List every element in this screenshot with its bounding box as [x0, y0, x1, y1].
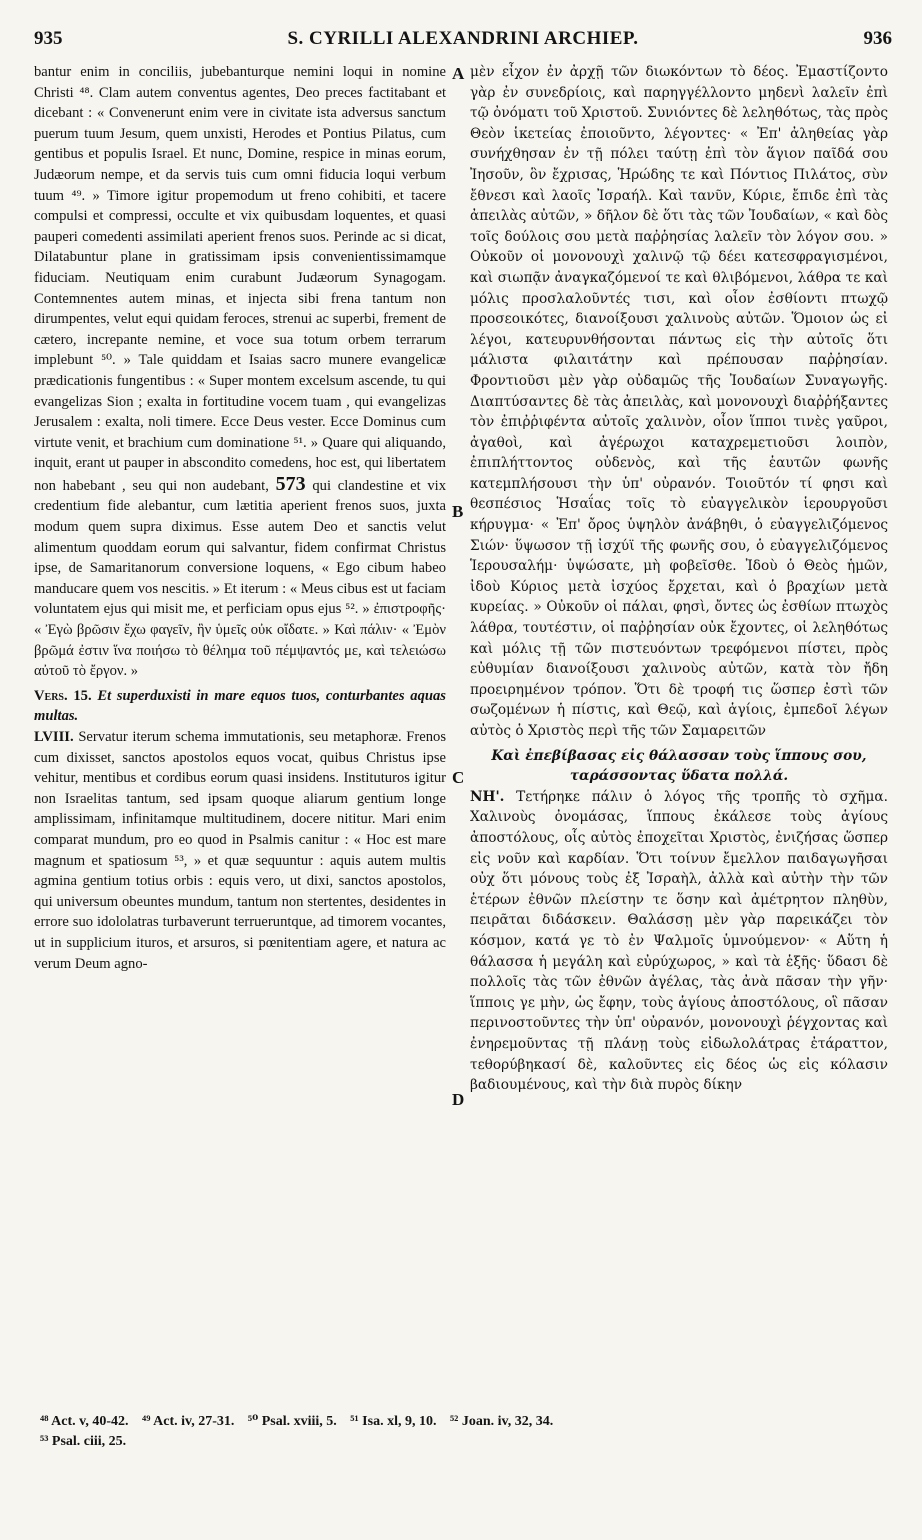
section-number: LVIII. — [34, 729, 74, 745]
running-title: S. CYRILLI ALEXANDRINI ARCHIEP. — [287, 28, 639, 49]
latin-verse — [34, 686, 446, 727]
latin-text-2: Servatur iterum schema immutationis, seu metaphoræ. Frenos cum dixisset, sanctos apostolos equos vocat, quibus Christus ipse vehitur, mentibus et cordibus eorum quasi insidens. Instituturos igitur non Israelitas tantum, sed ipsam quoque aliarum gentium longe amplissimam, infinitamque multitudinem, docere nititur. Mari enim comparat mundum, pro eo quod in Psalmis canitur : « Hoc est mare magnum et spatiosum ⁵³, » et quæ sequuntur : aquis autem multis agmina gentium totius orbis : equis vero, ut dixi, sanctos apostolos, qui universum obeuntes mundum, tantum non stertentes, desidentes in errore suo idololatras turbaverunt terrueruntque, ad timorem vocantes, ut in supplicium ituros, et arsuros, si pœnitentiam agere, et natura ac verum Deum agno- — [34, 729, 446, 972]
greek-paragraph-2 — [470, 787, 888, 1096]
page-header — [34, 28, 892, 54]
margin-marker-a: A — [452, 64, 465, 83]
page-reference-number: 573 — [275, 472, 306, 495]
footnote: ⁵³ Psal. ciii, 25. — [40, 1434, 127, 1449]
greek-verse — [470, 746, 888, 787]
footnote: ⁵¹ Isa. xl, 9, 10. — [350, 1414, 437, 1429]
margin-marker-c: C — [452, 768, 465, 787]
margin-marker-b: B — [452, 502, 464, 521]
margin-marker-d: D — [452, 1090, 465, 1109]
greek-text-1: μὲν εἶχον ἐν ἀρχῇ τῶν διωκόντων τὸ δέος. Ἐμαστίζοντο γὰρ ἐν συνεδρίοις, καὶ παρηγγέλλοντο μηδενὶ λαλεῖν ἐπὶ τῷ ὀνόματι τοῦ Χριστοῦ. Συνιόντες δὲ λεληθότως, τὰς πρὸς Θεὸν ἱκετείας ἐποιοῦντο, λέγοντες· « Ἐπ' ἀληθείας γὰρ συνήχθησαν ἐν τῇ πόλει ταύτῃ ἐπὶ τὸν ἅγιον παῖδά σου Ἰησοῦν, ὃν ἔχρισας, Ἡρώδης τε καὶ Πόντιος Πιλάτος, σὺν ἔθνεσι καὶ λαοῖς Ἰσραήλ. Καὶ τανῦν, Κύριε, ἔπιδε ἐπὶ τὰς ἀπειλὰς αὐτῶν, » δῆλον δὲ ὅτι τὰς τῶν Ἰουδαίων, « καὶ δὸς τοῖς δούλοις σου μετὰ παῤῥησίας λαλεῖν τὸν λόγον σου. » Οὐκοῦν οἱ μονονουχὶ χαλινῷ τῷ δέει κατεσφραγισμένοι, καὶ σιωπᾷν ἀναγκαζόμενοί τε καὶ θλιβόμενοι, λάθρα τε καὶ μόλις προσλαλοῦντές τισι, καὶ οἷον ἐσθίοντι πτωχῷ προσεοικότες, διανοίξουσι χαλινοὺς αὐτῶν. Ὅμοιον ὡς εἰ λέγοι, κατευρυνθήσονται πάντως εἰς τὴν αὐτοῖς ὅτι μάλιστα φιλαιτάτην καὶ πρέπουσαν παῤῥησίαν. Φροντιοῦσι μὲν γὰρ οὐδαμῶς τῆς Ἰουδαίων Συναγωγῆς. Διαπτύσαντες δὲ τὰς ἀπειλὰς, καὶ μονονουχὶ διαῤῥήξαντες τὸν ἐπιῤῥιφέντα αὐτοῖς χαλινὸν, οἷον ἵπποι τινὲς γαῦροι, ἀγαθοὶ, καὶ ἀγέρωχοι καταχρεμετιοῦσι λοιπὸν, ἐπιπλήττοντος οὐδενὸς, καὶ τῆς ἑαυτῶν φωνῆς κατεμπλήσουσι τὴν ὑπ' οὐρανόν. Τοιοῦτόν τί φησι καὶ θεσπέσιος Ἡσαΐας τοῖς τὸ εὐαγγελικὸν ἱερουργοῦσι κήρυγμα· « Ἐπ' ὄρος ὑψηλὸν ἀνάβηθι, ὁ εὐαγγελιζόμενος Σιών· ὕψωσον τῇ ἰσχύϊ τῆς φωνῆς σου, ὁ εὐαγγελιζόμενος Ἱερουσαλήμ· ὑψώσατε, μὴ φοβεῖσθε. Ἰδοὺ ὁ Θεὸς ἡμῶν, ἰδοὺ Κύριος μετὰ ἰσχύος ἔρχεται, καὶ ὁ βραχίων μετὰ κυρείας. » Οὐκοῦν οἱ πάλαι, φησὶ, ὄντες ὡς ἐσθίων πτωχὸς λάθρα, τουτέστιν, οἱ παῤῥησίαν οὐκ ἔχοντες, οἱ λεληθότως καὶ μόλις τῇ τῶν πιστευόντων τρεφόμενοι πίστει, πρὸς εὐθυμίαν διανοίξουσι χαλινοὺς αὐτῶν, κατὰ τὸν ἤδη προειρημένον τρόπον. Ὅτι δὲ τροφή τις ὥσπερ ἐστὶ τῶν σωζομένων ἡ πίστις, καὶ Θεῷ, καὶ ἁγίοις, ἐμπεδοῖ λέγων αὐτὸς ὁ Χριστὸς περὶ τῆς τῶν Σαμαρειτῶν — [470, 64, 888, 739]
latin-paragraph-2 — [34, 727, 446, 974]
latin-text-1b: qui clandestine et vix credentium fide alebantur, cum lætitia aperient frenos suos, juxta modum quem supra diximus. Esse autem Deo et sanctis velut alimentum quoddam eorum qui salvantur, fidem confirmat Christus ipse, de Samaritanorum conversione loquens, « Ego cibum habeo manducare quem vos nescitis. » Et iterum : « Meus cibus est ut faciam voluntatem ejus qui misit me, et perficiam opus ejus ⁵². » — [34, 477, 446, 618]
latin-paragraph — [34, 62, 446, 682]
greek-text-2: Τετήρηκε πάλιν ὁ λόγος τῆς τροπῆς τὸ σχῆμα. Χαλινοὺς ὀνομάσας, ἵππους ἐκάλεσε τοὺς ἁγίους ἀποστόλους, οἷς αὐτὸς ἐποχεῖται Χριστὸς, ἐνιζήσας ὥσπερ εἰς νοῦν καὶ καρδίαν. Ὅτι τοίνυν ἔμελλον παιδαγωγῆσαι οὐχ ὅτι μόνους τοὺς ἐξ Ἰσραὴλ, ἀλλὰ καὶ αὐτὴν τὴν τῶν ἑτέρων ἐθνῶν πλείστην τε ὅσην καὶ ἀμέτρητον πληθὺν, πειρᾶται διδάσκειν. Θαλάσσῃ μὲν γὰρ παρεικάζει τὸν κόσμον, κατά γε τὸ ἐν Ψαλμοῖς ὑμνούμενον· « Αὕτη ἡ θάλασσα ἡ μεγάλη καὶ εὐρύχωρος, » καὶ τὰ ἑξῆς· ὕδασι δὲ πολλοῖς τὰς τῶν ἐθνῶν ἀγέλας, τὰς ἀνὰ πᾶσαν τὴν γῆν· ἵπποις γε μὴν, ὡς ἔφην, τοὺς ἁγίους ἀποστόλους, οἳ πᾶσαν περινοστοῦντες τὴν ὑπ' οὐρανόν, μονονουχὶ ῥέγχοντας καὶ ἐνηρεμοῦντας τῇ πλάνῃ τοὺς εἰδωλολάτρας ἐτάραττον, τεθορύβηκασί δὲ, καλοῦντες εἰς δέος ὡς εἰς κόλασιν βαδιουμένους, καὶ τὴν διὰ πυρὸς δίκην — [470, 788, 888, 1094]
footnotes — [40, 1412, 892, 1452]
greek-verse-text: Καὶ ἐπεβίβασας εἰς θάλασσαν τοὺς ἵππους σου, ταράσσοντας ὕδατα πολλά. — [491, 747, 867, 785]
greek-paragraph — [470, 62, 888, 742]
verse-text: Et superduxisti in mare equos tuos, conturbantes aquas multas. — [34, 687, 446, 725]
footnote: ⁵² Joan. iv, 32, 34. — [449, 1414, 554, 1429]
footnote: ⁴⁹ Act. iv, 27-31. — [142, 1414, 235, 1429]
verse-label: Vers. 15. — [34, 687, 92, 704]
greek-overflow-text: ἐπιστροφῆς· « Ἐγὼ βρῶσιν ἔχω φαγεῖν, ἣν ὑμεῖς οὐκ οἴδατε. » Καὶ πάλιν· « Ἐμὸν βρῶμά ἐστιν ἵνα ποιήσω τὸ θέλημα τοῦ πέμψαντός με, καὶ τελειώσω αὐτοῦ τὸ ἔργον. » — [34, 601, 446, 680]
page-number-right: 936 — [863, 28, 892, 49]
greek-section-number: ΝΗ'. — [470, 788, 505, 805]
page-number-left: 935 — [34, 28, 63, 49]
footnote: ⁴⁸ Act. v, 40-42. — [40, 1414, 129, 1429]
latin-column — [34, 62, 446, 1392]
greek-column — [470, 62, 888, 1392]
footnote: ⁵⁰ Psal. xviii, 5. — [247, 1414, 337, 1429]
latin-text-1: bantur enim in conciliis, jubebanturque nemini loqui in nomine Christi ⁴⁸. Clam autem conventus agentes, Deo preces factitabant et dicebant : « Convenerunt enim vere in civitate ista adversus sanctum puerum tuum Jesum, quem unxisti, Herodes et Pontius Pilatus, cum gentibus et populis Israel. Et nunc, Domine, respice in minas eorum, Judæorum nempe, et da servis tuis cum omni fiducia loqui verbum tuum ⁴⁹. » Timore igitur propemodum ut freno cohibiti, et tacere compulsi et compressi, occulte et vix quibusdam loquentes, et quasi pauperi comedenti assimilati aperient frenos suos. Perinde ac si dicat, Dilatabuntur plane in gratissimam ipsis convenientissimamque fiduciam. Neutiquam enim curabunt Judæorum Synagogam. Contemnentes autem minas, et injecta sibi frena tantum non dirumpentes, velut equi quidam feroces, strenui ac superbi, frement de cætero, increpante nemine, et voce sua totum orbem terrarum implebunt ⁵⁰. » Tale quiddam et Isaias sacro munere evangelicæ prædicationis fungentibus : « Super montem excelsum ascende, tu qui evangelizas Sion ; exalta in fortitudine vocem tuam , qui evangelizas Jerusalem : exalta, noli timere. Ecce Deus vester. Ecce Dominus cum virtute venit, et brachium cum dominatione ⁵¹. » Quare qui aliquando, inquit, erant ut pauper in abscondito comedens, hoc est, qui libertatem non habebant , seu qui non audebant, — [34, 64, 446, 494]
